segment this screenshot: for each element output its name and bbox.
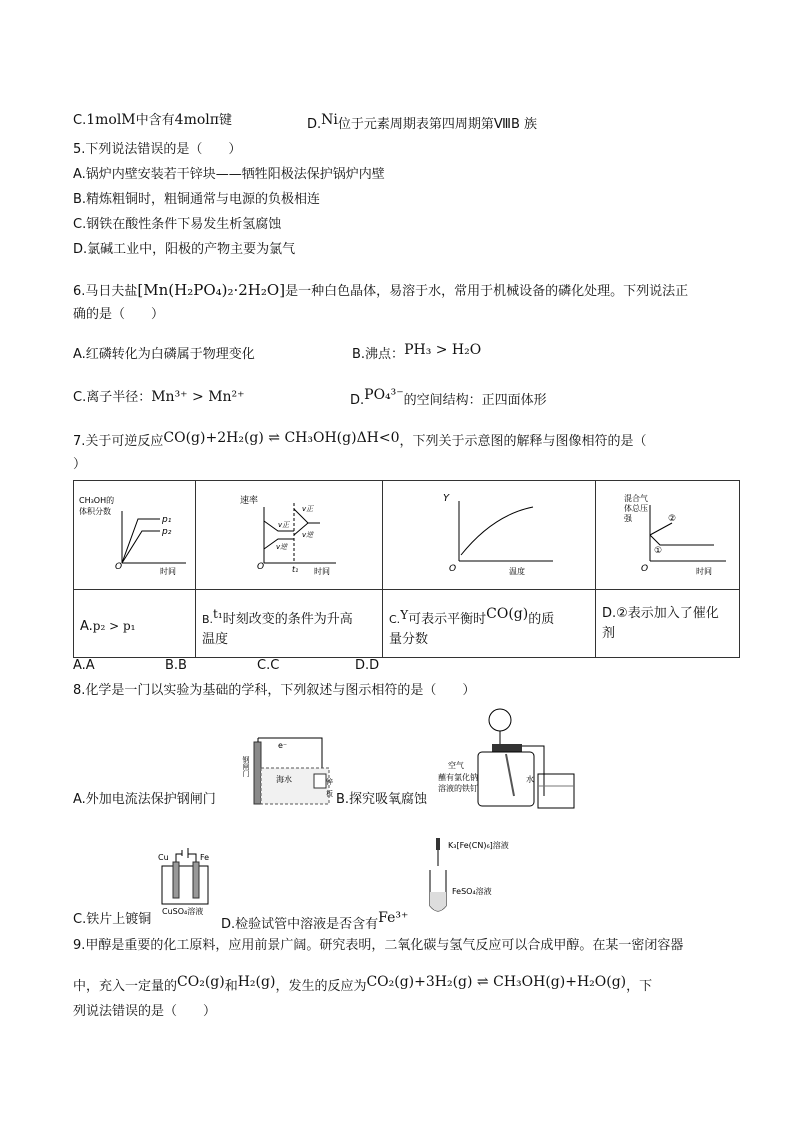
q6-formula: [Mn(H₂PO₄)₂·2H₂O] [137,281,286,299]
q5-option-b: B.精炼粗铜时，粗铜通常与电源的负极相连 [73,192,321,207]
q7-opt-c-cell [383,590,596,658]
graph-b-vzheng2-label: v正 [302,505,314,513]
q8-option-a: A.外加电流法保护钢闸门 [73,792,216,807]
q8-option-d: D.检验试管中溶液是否含有Fe³⁺ [221,910,409,932]
fig-b-water-label: 水 [526,775,534,784]
graph-a-p2-label: p₂ [162,527,172,537]
fig-a-gate-label: 钢闸门 [242,756,250,777]
graph-d-svg [596,481,739,585]
q7-opt-c: C.Y可表示平衡时CO(g)的质 量分数 [389,606,555,647]
q5-stem: 5.下列说法错误的是（ ） [73,142,242,157]
fig-c-fe-electrode [193,862,199,898]
fig-a-zinc-plate [314,774,326,788]
q8-figure-a [242,736,336,808]
graph-b-svg [196,481,382,585]
graph-c-origin: O [449,564,457,574]
graph-d-mark-2: ② [668,514,677,524]
q7-answer-c: C.C [257,658,280,673]
q8-figure-c [156,846,222,918]
q6-stem: 6.马日夫盐[Mn(H₂PO₄)₂·2H₂O]是一种白色晶体，易溶于水，常用于机械设备的磷化处理。下列说法正 [73,281,689,299]
graph-d-curve-1 [650,535,714,545]
q4-option-c: C.1molM中含有4molπ键 [73,112,232,128]
q6-option-c: C.离子半径：Mn³⁺ > Mn²⁺ [73,389,245,405]
graph-a-curve-p1 [122,519,160,563]
q9-line2: 中，充入一定量的CO₂(g)和H₂(g)，发生的反应为CO₂(g)+3H₂(g) ⇌ CH₃OH(g)+H₂O(g)，下 [73,974,653,994]
q7-reaction: CO(g)+2H₂(g) ⇌ CH₃OH(g)ΔH<0 [163,430,400,446]
q7-answer-d: D.D [355,658,380,673]
graph-d-ylabel2: 体总压 [624,504,648,513]
fig-b-bulb [489,709,511,731]
graph-b-t1-label: t₁ [292,565,299,574]
q9-line3: 列说法错误的是（ ） [73,1004,217,1019]
q7-opt-d: D.②表示加入了催化 剂 [602,606,719,641]
fig-b-beaker [538,774,574,808]
graph-b-ylabel: 速率 [240,496,259,506]
graph-a-xlabel: 时间 [160,567,176,576]
q4-option-d: D.Ni位于元素周期表第四周期第ⅧB 族 [307,112,538,132]
q7-stem: 7.关于可逆反应CO(g)+2H₂(g) ⇌ CH₃OH(g)ΔH<0，下列关于示意图的解释与图像相符的是（ [73,430,647,449]
fig-c-fe-label: Fe [200,853,210,862]
fig-a-water-label: 海水 [276,775,292,784]
graph-b-origin: O [257,562,265,572]
q7-opt-b: B.t₁时刻改变的条件为升高 温度 [202,607,353,647]
q7-graph-row [74,481,740,590]
graph-a-ylabel1: CH₃OH的 [79,496,115,505]
graph-b-vzheng-label: v正 [278,521,290,529]
fig-a-wire [258,738,322,772]
fig-c-cu-label: Cu [158,853,169,862]
q8-option-c: C.铁片上镀铜 [73,912,152,927]
fig-a-zinc-label2: 板 [326,790,333,798]
q5-option-a: A.锅炉内壁安装若干锌块——牺牲阳极法保护锅炉内壁 [73,167,385,182]
fig-b-nail-label2: 溶液的铁钉 [438,784,478,793]
q5-option-c: C.钢铁在酸性条件下易发生析氢腐蚀 [73,217,282,232]
graph-c-xlabel: 温度 [509,567,525,576]
fig-a-gate [254,742,261,804]
q7-table [73,480,740,658]
graph-a-origin: O [115,562,123,572]
graph-d-origin: O [641,564,649,574]
graph-d-xlabel: 时间 [696,567,712,576]
q5-option-d: D.氯碱工业中，阳极的产物主要为氯气 [73,242,296,257]
q7-graph-b [196,481,383,590]
graph-b-vni2-label: v逆 [302,531,314,539]
graph-a-ylabel2: 体积分数 [79,507,111,516]
q8-figure-b [434,704,584,814]
q7-option-row [74,590,740,658]
graph-d-curve-2 [650,523,672,535]
graph-b-xlabel: 时间 [314,567,330,576]
q8-option-b: B.探究吸氧腐蚀 [336,792,428,807]
q7-answer-a: A.A [73,658,95,673]
fig-d-reagent-label: K₃[Fe(CN)₆]溶液 [448,841,509,850]
fig-b-nail [506,754,514,796]
graph-d-ylabel1: 混合气 [624,494,648,503]
q8-figure-d [420,836,550,918]
q7-opt-b-cell [196,590,383,658]
fig-c-beaker [162,866,208,904]
graph-c-ylabel: Y [443,493,450,504]
fig-a-electron: e⁻ [278,741,288,750]
fig-c-cu-electrode [173,862,179,898]
graph-c-svg [383,481,595,585]
fig-d-dropper-bulb [436,838,440,850]
q7-answer-b: B.B [165,658,187,673]
fig-a-zinc-label1: 锌 [326,778,333,786]
q6-option-a: A.红磷转化为白磷属于物理变化 [73,347,255,362]
q6-option-b: B.沸点：PH₃ > H₂O [352,342,482,362]
q7-opt-d-cell [596,590,740,658]
graph-a-p1-label: p₁ [162,515,172,525]
graph-d-ylabel3: 强 [624,514,632,523]
q7-stem-line2: ） [73,457,87,472]
fig-b-nail-label1: 蘸有氯化钠 [438,773,478,782]
q7-opt-a-cell [74,590,196,658]
fig-b-stopper [492,744,522,752]
graph-c-curve [461,507,533,555]
q6-option-d: D.PO₄³⁻的空间结构：正四面体形 [350,387,547,408]
q7-graph-c [383,481,596,590]
graph-d-mark-1: ① [654,546,663,556]
q7-graph-a [74,481,196,590]
q7-opt-a: A.p₂ > p₁ [80,619,136,634]
graph-a-svg [74,481,195,585]
q6-stem-line2: 确的是（ ） [73,307,165,322]
graph-b-vni-label: v逆 [276,543,288,551]
fig-b-air-label: 空气 [448,761,464,770]
q8-stem: 8.化学是一门以实验为基础的学科，下列叙述与图示相符的是（ ） [73,683,476,698]
q7-graph-d [596,481,740,590]
fig-d-sol-label: FeSO₄溶液 [452,887,492,896]
q9-line1: 9.甲醇是重要的化工原料，应用前景广阔。研究表明，二氧化碳与氢气反应可以合成甲醇。在某一密闭容器 [73,938,684,953]
fig-c-sol-label: CuSO₄溶液 [162,907,204,916]
